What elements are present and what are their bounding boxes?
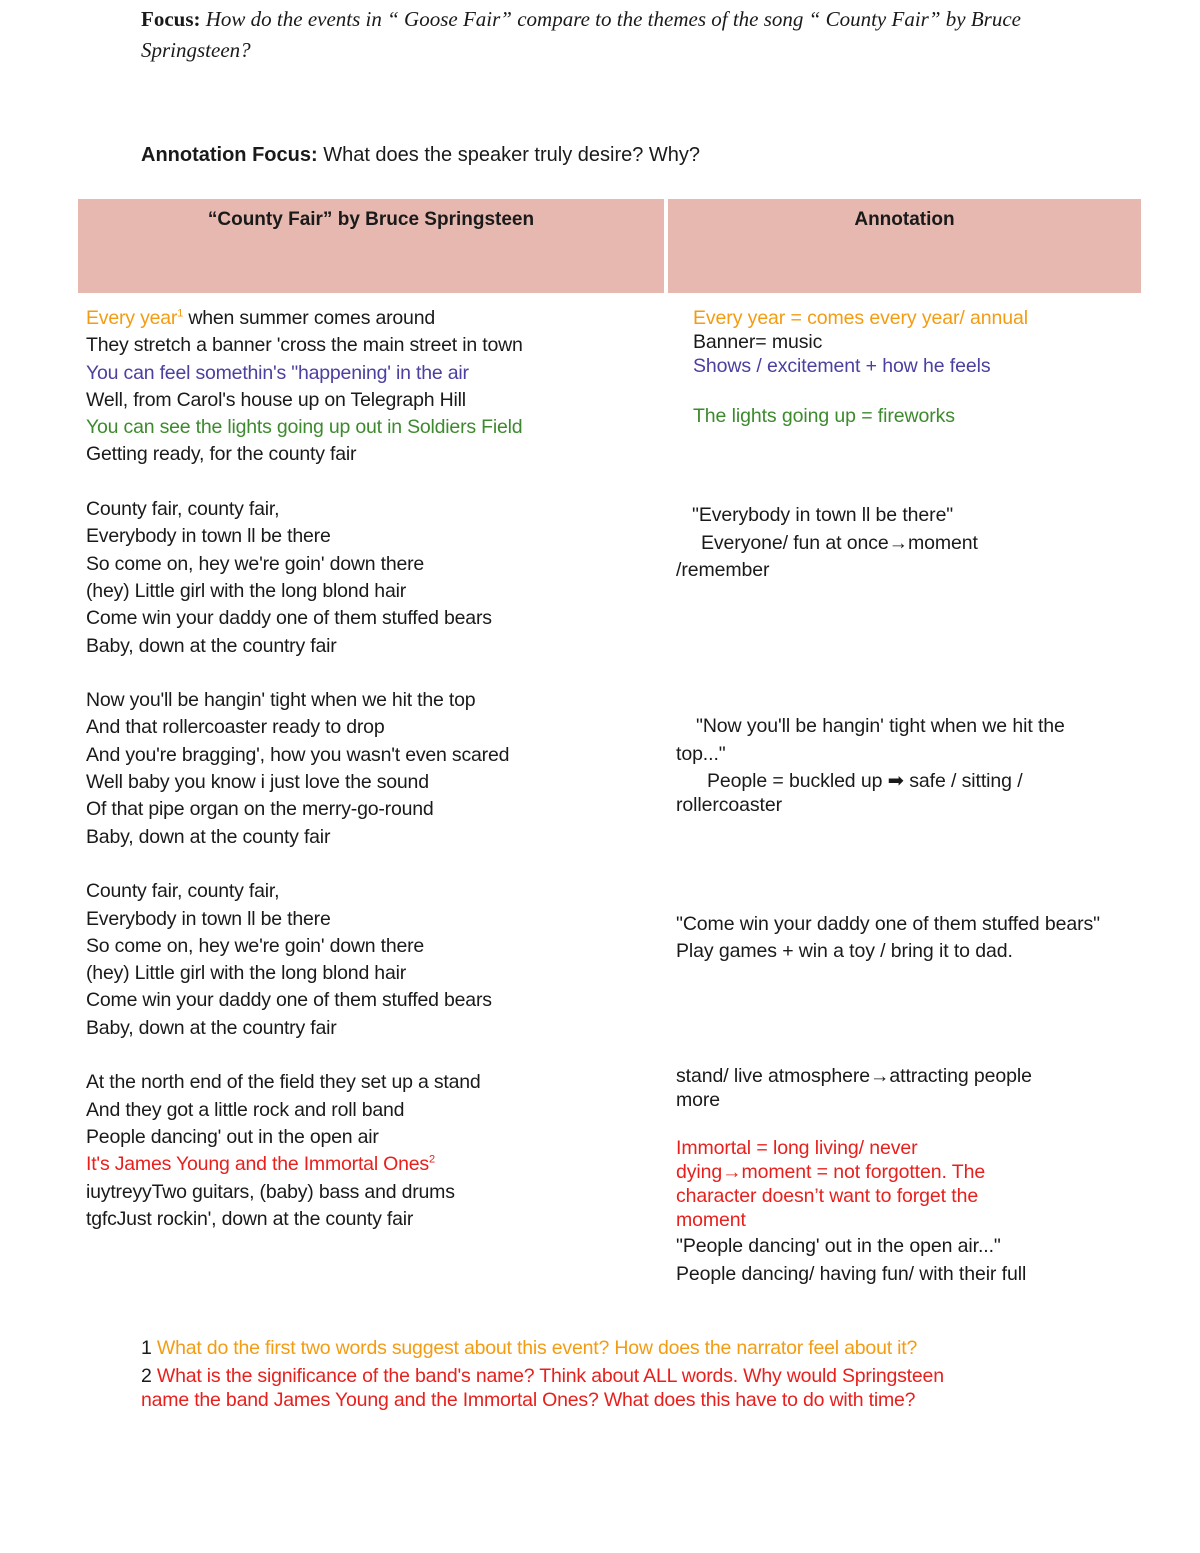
annotation-line: Banner= music (693, 331, 823, 353)
annotation-line: Everyone/ fun at once→moment (701, 531, 978, 554)
annotation-line: Shows / excitement + how he feels (693, 355, 991, 377)
lyric-line: They stretch a banner 'cross the main street in town (86, 334, 523, 357)
focus-text: How do the events in “ Goose Fair” compare to the themes of the song “ County Fair” by Bruce Springsteen? (141, 7, 1021, 62)
lyric-line: Well baby you know i just love the sound (86, 771, 429, 794)
annotation-focus-label: Annotation Focus: (141, 144, 318, 166)
annotation-focus (141, 141, 1101, 169)
annotation-block-5 (676, 1064, 1032, 1112)
lyric-line: So come on, hey we're goin' down there (86, 934, 425, 957)
annotation-block-7 (676, 1232, 1026, 1288)
lyric-text: when summer comes around (183, 307, 435, 329)
lyric-highlight-every-year: Every year (86, 307, 178, 329)
annotation-block-2 (676, 502, 978, 585)
lyric-line: Everybody in town ll be there (86, 525, 331, 548)
annotation-line: top..." (676, 742, 726, 765)
footnote-1 (141, 1336, 1041, 1360)
lyric-line (86, 305, 661, 332)
lyrics-stanza-3 (86, 687, 661, 851)
lyrics-column (86, 305, 661, 1260)
annotation-line: Immortal = long living/ never (676, 1137, 918, 1159)
lyric-line: Now you'll be hangin' tight when we hit the top (86, 689, 476, 712)
annotation-line: stand/ live atmosphere→attracting people (676, 1065, 1032, 1087)
lyric-line: County fair, county fair, (86, 880, 280, 903)
annotation-block-1 (693, 306, 1028, 428)
lyric-line-highlight-purple: You can feel somethin's "happening' in the air (86, 361, 469, 384)
lyric-line: iuytreyyTwo guitars, (baby) bass and drums (86, 1180, 455, 1203)
lyric-line-highlight-red (86, 1151, 661, 1178)
lyric-line: Getting ready, for the county fair (86, 443, 357, 466)
lyric-line: Come win your daddy one of them stuffed bears (86, 607, 492, 630)
annotation-line: "People dancing' out in the open air..." (676, 1235, 1001, 1257)
lyric-line: And that rollercoaster ready to drop (86, 716, 385, 739)
footnote-text: What do the first two words suggest about this event? How does the narrator feel about it? (151, 1337, 918, 1359)
annotation-line: People dancing/ having fun/ with their full (676, 1263, 1027, 1285)
lyrics-stanza-5 (86, 1069, 661, 1233)
footnote-text: What is the significance of the band's name? Think about ALL words. Why would Springsteen (151, 1365, 944, 1387)
lyric-line: People dancing' out in the open air (86, 1125, 379, 1148)
annotation-line: "Everybody in town ll be there" (692, 504, 954, 526)
lyric-line: Well, from Carol's house up on Telegraph Hill (86, 388, 466, 411)
table-header-lyrics: “County Fair” by Bruce Springsteen (78, 199, 664, 293)
annotation-line: "Come win your daddy one of them stuffed bears" (676, 913, 1100, 935)
table-header-annotation: Annotation (668, 199, 1141, 293)
lyric-line: And they got a little rock and roll band (86, 1098, 405, 1121)
annotation-block-6 (676, 1136, 985, 1232)
lyric-line: Of that pipe organ on the merry-go-round (86, 798, 434, 821)
footnote-text: name the band James Young and the Immortal Ones? What does this have to do with time? (141, 1389, 916, 1411)
lyric-line: Everybody in town ll be there (86, 907, 331, 930)
annotation-line: moment (676, 1209, 746, 1231)
lyric-line: Baby, down at the country fair (86, 634, 337, 657)
lyric-line: (hey) Little girl with the long blond hair (86, 579, 407, 602)
annotation-line: more (676, 1089, 721, 1111)
lyric-line: tgfcJust rockin', down at the county fair (86, 1207, 414, 1230)
lyric-line: And you're bragging', how you wasn't even scared (86, 743, 510, 766)
annotation-focus-text: What does the speaker truly desire? Why? (317, 144, 701, 166)
footnote-number: 2 (141, 1365, 152, 1387)
lyrics-stanza-2 (86, 496, 661, 660)
lyric-line: So come on, hey we're goin' down there (86, 552, 425, 575)
annotation-line: /remember (676, 559, 770, 581)
footnote-number: 1 (141, 1337, 152, 1359)
lyric-line: At the north end of the field they set up a stand (86, 1071, 481, 1094)
lyric-line: (hey) Little girl with the long blond hair (86, 962, 407, 985)
annotation-line: "Now you'll be hangin' tight when we hit the (696, 715, 1065, 737)
footnote-ref-1: 1 (177, 307, 184, 320)
annotation-line: character doesn’t want to forget the (676, 1185, 979, 1207)
lyric-line: Come win your daddy one of them stuffed bears (86, 989, 492, 1012)
lyric-text: It's James Young and the Immortal Ones (86, 1153, 429, 1176)
lyric-line: Baby, down at the country fair (86, 1016, 337, 1039)
lyric-line: Baby, down at the county fair (86, 825, 331, 848)
lyrics-stanza-4 (86, 878, 661, 1042)
annotation-line: People = buckled up ➡ safe / sitting / (707, 770, 1023, 792)
annotation-block-4 (676, 911, 1100, 965)
lyrics-stanza-1 (86, 305, 661, 469)
footnote-ref-2: 2 (428, 1153, 435, 1166)
annotation-block-3 (676, 713, 1065, 819)
annotation-line: dying→moment = not forgotten. The (676, 1161, 986, 1183)
lyric-line-highlight-green: You can see the lights going up out in Soldiers Field (86, 416, 523, 439)
annotation-line: The lights going up = fireworks (693, 405, 955, 427)
focus-question (141, 4, 1101, 66)
lyric-line: County fair, county fair, (86, 498, 280, 521)
focus-label: Focus: (141, 7, 201, 31)
footnote-2 (141, 1364, 1041, 1412)
annotation-line: Every year = comes every year/ annual (693, 307, 1028, 329)
annotation-line: rollercoaster (676, 793, 782, 816)
annotation-line: Play games + win a toy / bring it to dad. (676, 940, 1013, 962)
